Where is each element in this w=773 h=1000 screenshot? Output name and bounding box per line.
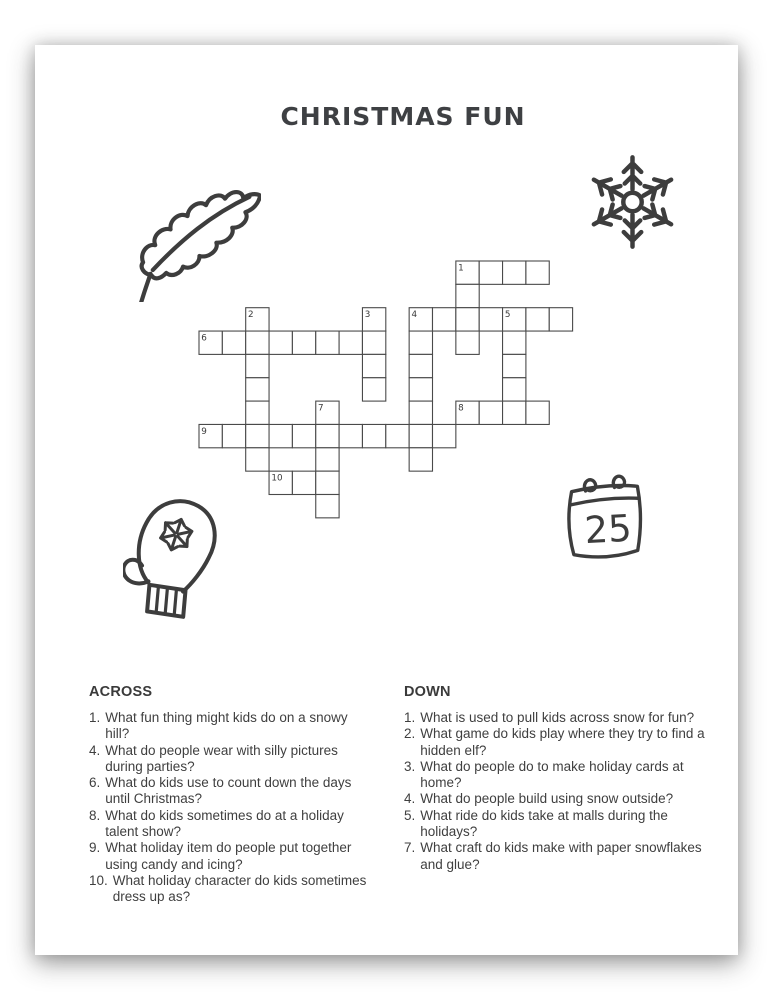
grid-cell[interactable] <box>526 401 549 424</box>
clue-number: 7. <box>404 840 416 856</box>
clue-text: What do kids sometimes do at a holiday talent show? <box>105 807 344 840</box>
grid-cell[interactable] <box>456 331 479 354</box>
clue-text: What is used to pull kids across snow for fun? <box>420 710 695 725</box>
clue-across-8 <box>89 808 389 841</box>
grid-cell[interactable] <box>433 424 456 447</box>
clue-number: 10. <box>89 872 108 888</box>
clue-down-7 <box>404 840 714 873</box>
clue-number: 1. <box>404 710 416 725</box>
grid-cell[interactable] <box>503 378 526 401</box>
clue-text: What do people build using snow outside? <box>420 791 674 807</box>
calendar-icon <box>558 469 652 567</box>
grid-cell[interactable] <box>433 308 456 331</box>
grid-cell[interactable] <box>409 378 432 401</box>
grid-cell[interactable] <box>316 495 339 518</box>
grid-cell[interactable] <box>222 331 245 354</box>
clue-across-6 <box>89 775 389 808</box>
grid-cell[interactable] <box>526 308 549 331</box>
grid-cell[interactable] <box>246 424 269 447</box>
grid-cell[interactable] <box>316 471 339 494</box>
grid-cell[interactable] <box>503 401 526 424</box>
clue-number: 1. <box>89 710 101 725</box>
grid-cell[interactable] <box>479 308 502 331</box>
across-clue-list <box>89 710 389 906</box>
cell-number: 2 <box>248 310 254 321</box>
grid-cell[interactable] <box>339 331 362 354</box>
snowflake-icon <box>584 145 681 259</box>
clue-across-10 <box>89 873 389 906</box>
clue-text: What holiday item do people put together using candy and icing? <box>105 840 352 872</box>
worksheet-page <box>35 45 738 955</box>
grid-cell[interactable] <box>222 424 245 447</box>
grid-cell[interactable] <box>246 378 269 401</box>
clue-down-5 <box>404 808 714 841</box>
grid-cell[interactable] <box>362 378 385 401</box>
cell-number: 1 <box>458 263 464 274</box>
clue-number: 3. <box>404 758 416 774</box>
grid-cell[interactable] <box>316 331 339 354</box>
grid-cell[interactable] <box>456 308 479 331</box>
clue-number: 4. <box>89 742 101 758</box>
grid-cell[interactable] <box>269 424 292 447</box>
grid-cell[interactable] <box>246 448 269 471</box>
grid-cell[interactable] <box>386 424 409 447</box>
grid-cell[interactable] <box>503 261 526 284</box>
mitten-icon <box>123 495 235 635</box>
cell-number: 4 <box>411 310 418 321</box>
page-title: CHRISTMAS FUN <box>280 102 526 131</box>
clue-text: What game do kids play where they try to find a hidden elf? <box>420 726 705 758</box>
grid-cell[interactable] <box>479 401 502 424</box>
grid-cell[interactable] <box>549 308 572 331</box>
clue-across-9 <box>89 840 389 873</box>
cell-number: 7 <box>318 403 324 414</box>
clue-text: What fun thing might kids do on a snowy hill? <box>105 710 348 742</box>
grid-cell[interactable] <box>409 424 432 447</box>
grid-cell[interactable] <box>316 448 339 471</box>
clue-text: What do people wear with silly pictures during parties? <box>105 742 338 774</box>
grid-cell[interactable] <box>269 331 292 354</box>
grid-cell[interactable] <box>246 354 269 377</box>
grid-cell[interactable] <box>362 354 385 377</box>
grid-cell[interactable] <box>503 354 526 377</box>
clue-across-1 <box>89 710 389 743</box>
crossword-grid[interactable] <box>198 260 574 520</box>
grid-cell[interactable] <box>409 331 432 354</box>
clue-text: What do kids use to count down the days until Christmas? <box>105 775 352 807</box>
clue-text: What craft do kids make with paper snowflakes and glue? <box>420 840 702 872</box>
clue-down-4 <box>404 791 714 807</box>
grid-cell[interactable] <box>246 401 269 424</box>
cell-number: 5 <box>504 310 511 321</box>
clue-number: 4. <box>404 791 416 807</box>
grid-cell[interactable] <box>456 284 479 307</box>
clue-number: 2. <box>404 726 416 742</box>
calendar-day: 25 <box>583 506 633 553</box>
down-clues-section <box>404 684 714 873</box>
grid-cell[interactable] <box>292 471 315 494</box>
grid-cell[interactable] <box>292 331 315 354</box>
cell-number: 3 <box>364 310 371 321</box>
down-heading: DOWN <box>404 684 451 700</box>
clue-across-4 <box>89 743 389 776</box>
grid-cell[interactable] <box>409 354 432 377</box>
clue-down-3 <box>404 759 714 792</box>
grid-cell[interactable] <box>339 424 362 447</box>
clue-text: What holiday character do kids sometimes dress up as? <box>112 872 367 905</box>
grid-cell[interactable] <box>362 424 385 447</box>
clue-text: What ride do kids take at malls during the holidays? <box>420 807 668 840</box>
grid-cell[interactable] <box>292 424 315 447</box>
grid-cell[interactable] <box>503 331 526 354</box>
down-clue-list <box>404 710 714 873</box>
grid-cell[interactable] <box>409 448 432 471</box>
cell-number: 9 <box>201 426 207 437</box>
clue-number: 8. <box>89 807 101 823</box>
grid-cell[interactable] <box>479 261 502 284</box>
clue-number: 9. <box>89 840 101 856</box>
cell-number: 10 <box>271 473 283 484</box>
clue-number: 5. <box>404 807 416 823</box>
across-heading: ACROSS <box>89 684 153 700</box>
grid-cell[interactable] <box>409 401 432 424</box>
across-clues-section <box>89 684 389 906</box>
grid-cell[interactable] <box>526 261 549 284</box>
cell-number: 8 <box>458 403 464 414</box>
grid-cell[interactable] <box>246 331 269 354</box>
cell-number: 6 <box>201 333 207 344</box>
grid-cell[interactable] <box>362 331 385 354</box>
clue-down-1 <box>404 710 714 726</box>
clue-number: 6. <box>89 775 101 791</box>
clue-down-2 <box>404 726 714 759</box>
grid-cell[interactable] <box>316 424 339 447</box>
clue-text: What do people do to make holiday cards at home? <box>420 758 684 791</box>
